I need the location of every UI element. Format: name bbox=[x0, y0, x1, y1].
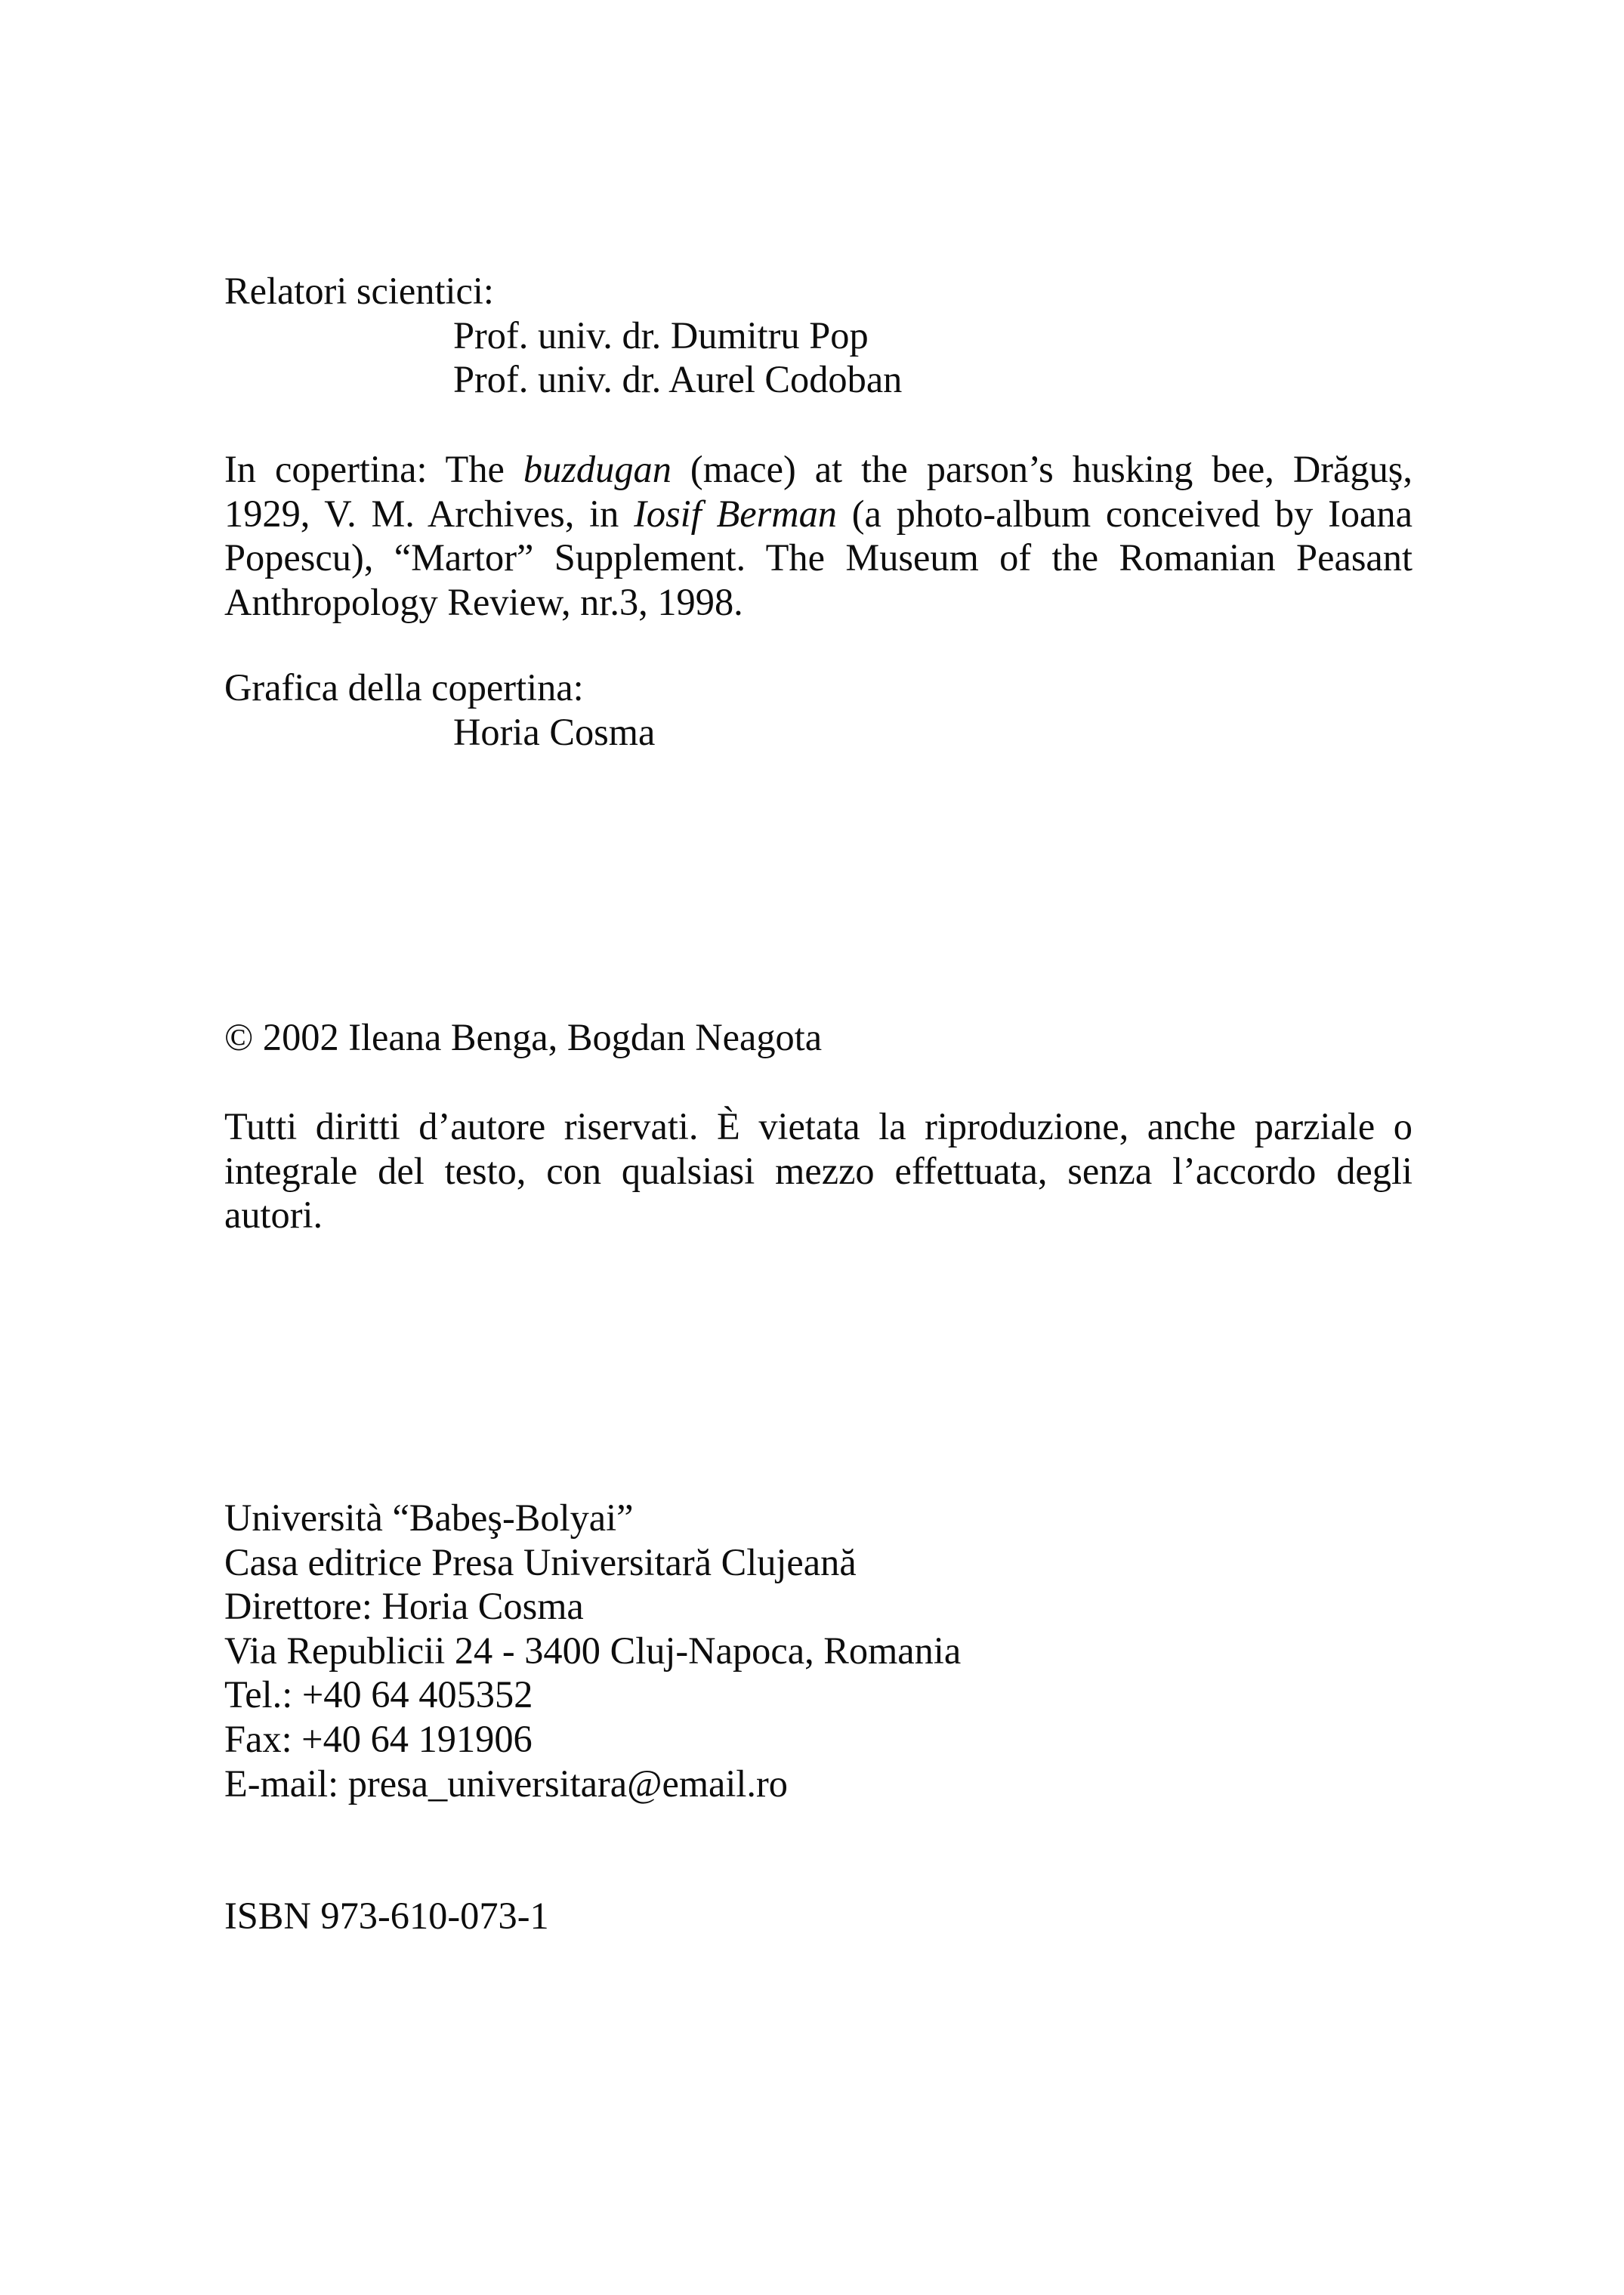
cover-credit-text: In copertina: The bbox=[224, 448, 523, 490]
cover-credit-text: 1929, V. M. Archives, in bbox=[224, 492, 634, 535]
cover-design-section bbox=[224, 666, 1413, 754]
scientific-reviewers-section bbox=[224, 269, 1413, 402]
cover-credit-text: (mace) at the parson’s husking bee, Drăguş, bbox=[671, 448, 1413, 490]
isbn-number: ISBN 973-610-073-1 bbox=[224, 1895, 549, 1937]
cover-credit-text: (a photo-album conceived by Ioana bbox=[836, 492, 1413, 535]
cover-credit-text: Anthropology Review, nr.3, 1998. bbox=[224, 580, 743, 623]
cover-design-heading: Grafica della copertina: bbox=[224, 666, 584, 709]
publisher-press: Casa editrice Presa Universitară Clujeană bbox=[224, 1540, 857, 1583]
copyright-line: © 2002 Ileana Benga, Bogdan Neagota bbox=[224, 1016, 823, 1058]
cover-credit-line bbox=[224, 492, 1413, 536]
cover-credit-paragraph bbox=[224, 447, 1413, 624]
rights-notice-paragraph bbox=[224, 1104, 1413, 1237]
italic-album-title: Iosif Berman bbox=[634, 492, 837, 535]
copyright-section bbox=[224, 1015, 1413, 1060]
publisher-address: Via Republicii 24 - 3400 Cluj-Napoca, Romania bbox=[224, 1629, 962, 1672]
cover-designer-name: Horia Cosma bbox=[453, 710, 656, 753]
cover-credit-line bbox=[224, 447, 1413, 492]
reviewers-heading: Relatori scientici: bbox=[224, 270, 494, 312]
isbn-section bbox=[224, 1894, 1413, 1938]
publisher-university: Università “Babeş-Bolyai” bbox=[224, 1497, 634, 1539]
rights-notice-line: integrale del testo, con qualsiasi mezzo effettuata, senza l’accordo degli bbox=[224, 1149, 1413, 1192]
rights-notice-line: Tutti diritti d’autore riservati. È vietata la riproduzione, anche parziale o bbox=[224, 1105, 1413, 1148]
cover-credit-line bbox=[224, 580, 1413, 625]
cover-credit-text: Popescu), “Martor” Supplement. The Museum of the Romanian Peasant bbox=[224, 536, 1413, 579]
reviewer-name: Prof. univ. dr. Aurel Codoban bbox=[453, 358, 903, 401]
publisher-section bbox=[224, 1496, 1413, 1805]
publisher-email: E-mail: presa_universitara@email.ro bbox=[224, 1762, 788, 1805]
rights-notice-line: autori. bbox=[224, 1194, 323, 1237]
publisher-phone: Tel.: +40 64 405352 bbox=[224, 1673, 533, 1716]
publisher-fax: Fax: +40 64 191906 bbox=[224, 1717, 533, 1760]
italic-term: buzdugan bbox=[523, 448, 672, 490]
reviewer-name: Prof. univ. dr. Dumitru Pop bbox=[453, 314, 869, 357]
publisher-director: Direttore: Horia Cosma bbox=[224, 1585, 584, 1628]
cover-credit-line bbox=[224, 536, 1413, 580]
